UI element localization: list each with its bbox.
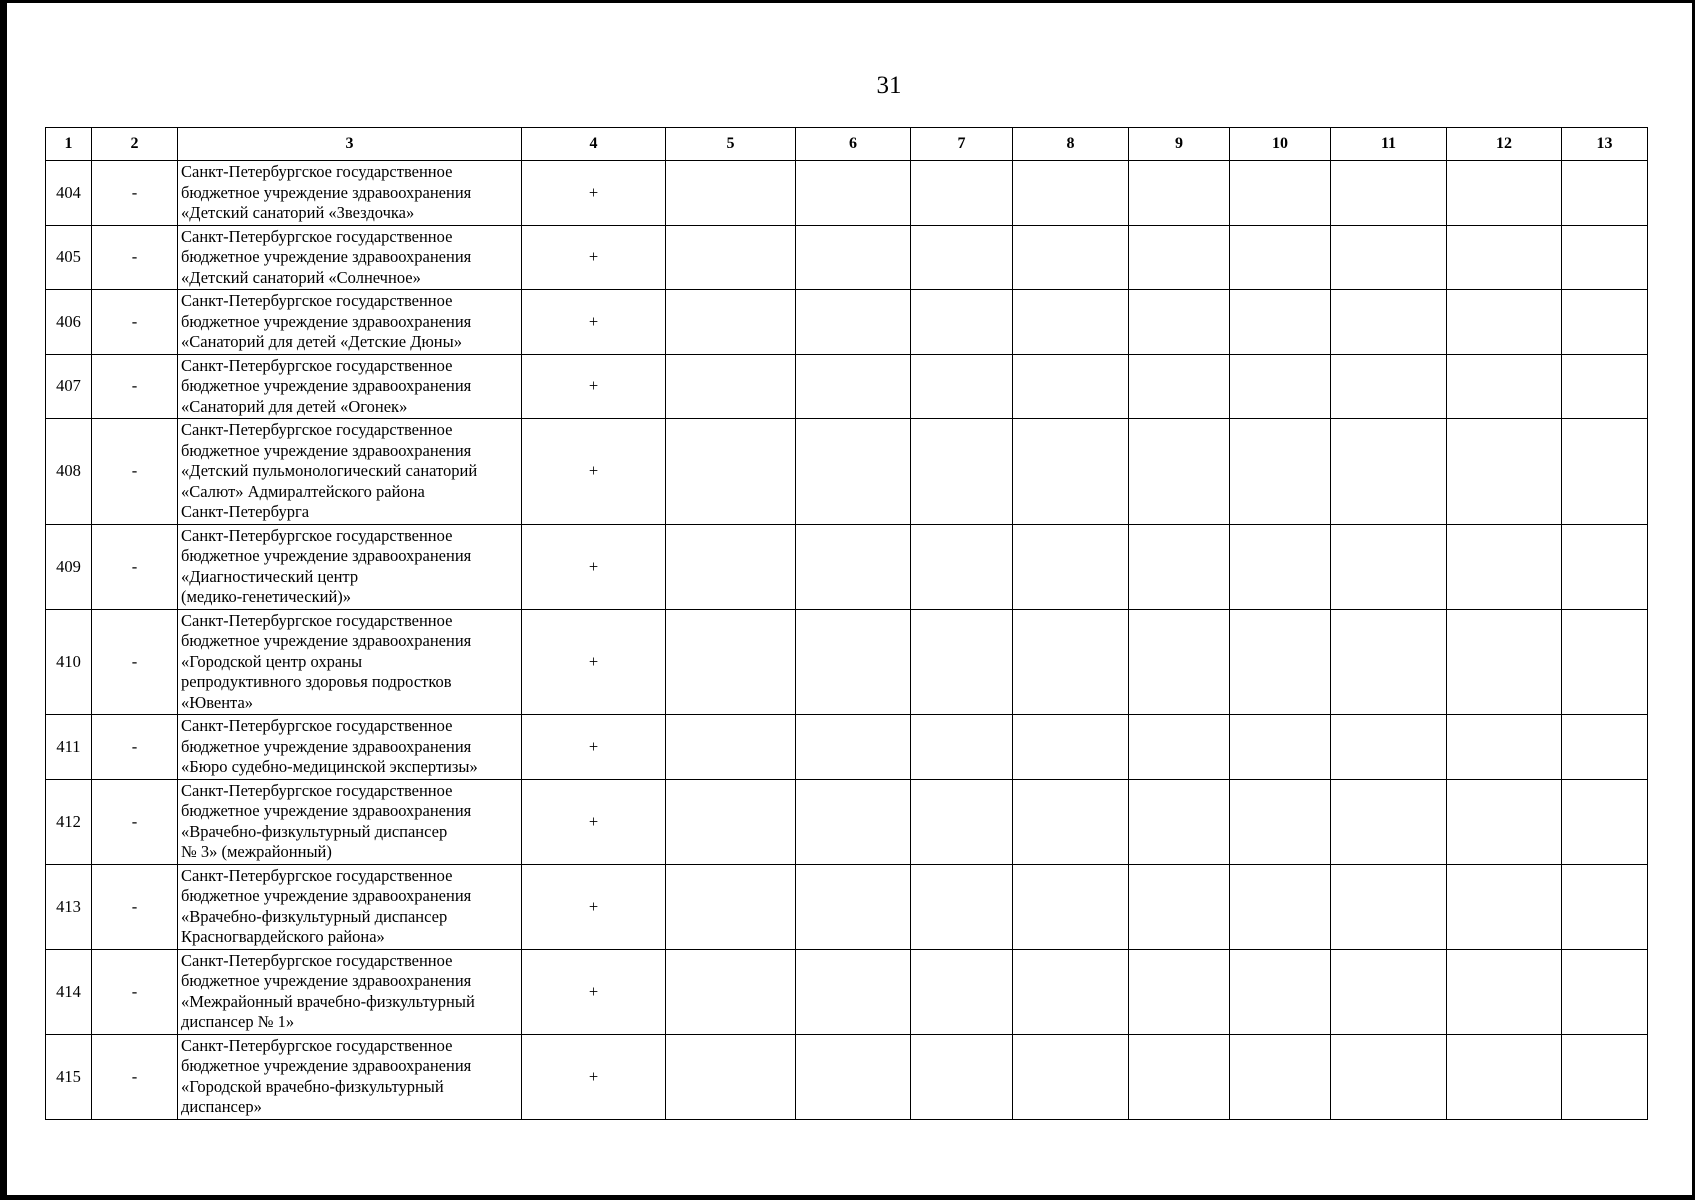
empty-cell-col-8 <box>1013 715 1129 780</box>
institution-name-line: Санкт-Петербургское государственное <box>181 525 453 545</box>
empty-cell-col-7 <box>911 715 1013 780</box>
institution-name-line: бюджетное учреждение здравоохранения <box>181 886 472 905</box>
table-row <box>46 609 1648 715</box>
table-row <box>46 419 1648 525</box>
header-row <box>46 128 1648 161</box>
institution-name-line: «Врачебно-физкультурный диспансер <box>181 906 448 926</box>
empty-cell-col-11 <box>1331 715 1447 780</box>
institution-name-cell <box>178 225 522 290</box>
institution-name-line: бюджетное учреждение здравоохранения <box>181 971 472 990</box>
empty-cell-col-8 <box>1013 161 1129 226</box>
institution-name-line: Санкт-Петербургское государственное <box>181 291 453 310</box>
row-number-cell: 406 <box>46 290 92 355</box>
institution-name-line: «Бюро судебно-медицинской экспертизы» <box>181 757 478 776</box>
empty-cell-col-9 <box>1129 779 1230 864</box>
empty-cell-col-13 <box>1562 161 1648 226</box>
table-row <box>46 864 1648 949</box>
empty-cell-col-5 <box>666 419 796 525</box>
institution-name-line: бюджетное учреждение здравоохранения <box>181 546 472 565</box>
empty-cell-col-7 <box>911 419 1013 525</box>
institution-name-line: Санкт-Петербургское государственное <box>181 355 453 375</box>
row-number-cell: 404 <box>46 161 92 226</box>
column-2-cell: - <box>92 779 178 864</box>
empty-cell-col-12 <box>1447 609 1562 715</box>
empty-cell-col-12 <box>1447 161 1562 226</box>
empty-cell-col-9 <box>1129 419 1230 525</box>
row-number-cell: 415 <box>46 1034 92 1119</box>
column-4-mark-cell: + <box>522 949 666 1034</box>
column-4-mark-cell: + <box>522 225 666 290</box>
empty-cell-col-10 <box>1230 864 1331 949</box>
empty-cell-col-7 <box>911 779 1013 864</box>
column-2-cell: - <box>92 225 178 290</box>
empty-cell-col-13 <box>1562 1034 1648 1119</box>
institution-name-line: диспансер» <box>181 1097 262 1116</box>
empty-cell-col-7 <box>911 524 1013 609</box>
empty-cell-col-10 <box>1230 609 1331 715</box>
institution-name-cell <box>178 524 522 609</box>
empty-cell-col-7 <box>911 161 1013 226</box>
empty-cell-col-5 <box>666 354 796 419</box>
empty-cell-col-5 <box>666 524 796 609</box>
empty-cell-col-11 <box>1331 225 1447 290</box>
institution-name-cell <box>178 715 522 780</box>
column-4-mark-cell: + <box>522 161 666 226</box>
row-number-cell: 405 <box>46 225 92 290</box>
empty-cell-col-8 <box>1013 290 1129 355</box>
table-row <box>46 1034 1648 1119</box>
institution-name-line: бюджетное учреждение здравоохранения <box>181 376 472 395</box>
institution-name-line: бюджетное учреждение здравоохранения <box>181 631 472 650</box>
institution-name-line: «Санаторий для детей «Огонек» <box>181 396 408 416</box>
column-2-cell: - <box>92 419 178 525</box>
column-2-cell: - <box>92 949 178 1034</box>
empty-cell-col-12 <box>1447 354 1562 419</box>
empty-cell-col-11 <box>1331 354 1447 419</box>
empty-cell-col-9 <box>1129 161 1230 226</box>
table-row <box>46 225 1648 290</box>
page-number: 31 <box>876 72 902 99</box>
column-header: 10 <box>1230 128 1331 161</box>
empty-cell-col-11 <box>1331 1034 1447 1119</box>
empty-cell-col-11 <box>1331 290 1447 355</box>
scan-border-bottom <box>0 1195 1695 1200</box>
institution-name-line: Санкт-Петербургское государственное <box>181 162 453 181</box>
empty-cell-col-11 <box>1331 419 1447 525</box>
institution-name-line: Санкт-Петербургское государственное <box>181 865 453 885</box>
institution-name-line: бюджетное учреждение здравоохранения <box>181 736 472 756</box>
institution-name-line: Санкт-Петербурга <box>181 502 310 521</box>
institution-name-cell <box>178 1034 522 1119</box>
empty-cell-col-9 <box>1129 524 1230 609</box>
empty-cell-col-9 <box>1129 864 1230 949</box>
empty-cell-col-6 <box>796 354 911 419</box>
empty-cell-col-8 <box>1013 609 1129 715</box>
empty-cell-col-9 <box>1129 949 1230 1034</box>
empty-cell-col-5 <box>666 225 796 290</box>
empty-cell-col-12 <box>1447 419 1562 525</box>
column-2-cell: - <box>92 1034 178 1119</box>
empty-cell-col-8 <box>1013 225 1129 290</box>
table-row <box>46 161 1648 226</box>
institution-name-line: «Салют» Адмиралтейского района <box>181 481 425 501</box>
column-header: 9 <box>1129 128 1230 161</box>
institution-name-line: бюджетное учреждение здравоохранения <box>181 440 472 460</box>
empty-cell-col-7 <box>911 354 1013 419</box>
institution-name-line: репродуктивного здоровья подростков <box>181 672 452 691</box>
institution-name-line: (медико-генетический)» <box>181 587 352 606</box>
row-number-cell: 412 <box>46 779 92 864</box>
institution-name-line: бюджетное учреждение здравоохранения <box>181 182 472 202</box>
empty-cell-col-7 <box>911 609 1013 715</box>
empty-cell-col-10 <box>1230 1034 1331 1119</box>
column-header: 7 <box>911 128 1013 161</box>
institution-name-cell <box>178 779 522 864</box>
institution-name-cell <box>178 354 522 419</box>
empty-cell-col-5 <box>666 1034 796 1119</box>
empty-cell-col-6 <box>796 161 911 226</box>
empty-cell-col-13 <box>1562 609 1648 715</box>
institution-name-line: диспансер № 1» <box>181 1012 295 1031</box>
empty-cell-col-13 <box>1562 225 1648 290</box>
institution-name-line: «Диагностический центр <box>181 566 359 586</box>
empty-cell-col-9 <box>1129 609 1230 715</box>
table-row <box>46 715 1648 780</box>
institution-name-line: «Ювента» <box>181 692 254 712</box>
institution-name-line: «Врачебно-физкультурный диспансер <box>181 821 448 841</box>
row-number-cell: 413 <box>46 864 92 949</box>
empty-cell-col-8 <box>1013 949 1129 1034</box>
empty-cell-col-13 <box>1562 354 1648 419</box>
empty-cell-col-9 <box>1129 290 1230 355</box>
registry-table <box>45 127 1648 1120</box>
column-4-mark-cell: + <box>522 419 666 525</box>
institution-name-cell <box>178 161 522 226</box>
institution-name-cell <box>178 864 522 949</box>
empty-cell-col-10 <box>1230 161 1331 226</box>
institution-name-line: «Городской центр охраны <box>181 651 363 671</box>
empty-cell-col-6 <box>796 949 911 1034</box>
empty-cell-col-11 <box>1331 161 1447 226</box>
empty-cell-col-7 <box>911 1034 1013 1119</box>
empty-cell-col-13 <box>1562 524 1648 609</box>
column-header: 8 <box>1013 128 1129 161</box>
column-4-mark-cell: + <box>522 779 666 864</box>
row-number-cell: 409 <box>46 524 92 609</box>
column-4-mark-cell: + <box>522 524 666 609</box>
scan-border-top <box>0 0 1695 3</box>
empty-cell-col-9 <box>1129 715 1230 780</box>
empty-cell-col-7 <box>911 864 1013 949</box>
row-number-cell: 411 <box>46 715 92 780</box>
column-4-mark-cell: + <box>522 609 666 715</box>
column-2-cell: - <box>92 524 178 609</box>
column-header: 11 <box>1331 128 1447 161</box>
institution-name-line: «Межрайонный врачебно-физкультурный <box>181 991 475 1011</box>
column-header: 2 <box>92 128 178 161</box>
empty-cell-col-10 <box>1230 949 1331 1034</box>
empty-cell-col-8 <box>1013 354 1129 419</box>
empty-cell-col-12 <box>1447 524 1562 609</box>
empty-cell-col-13 <box>1562 290 1648 355</box>
column-header: 6 <box>796 128 911 161</box>
row-number-cell: 410 <box>46 609 92 715</box>
empty-cell-col-11 <box>1331 524 1447 609</box>
empty-cell-col-6 <box>796 1034 911 1119</box>
empty-cell-col-10 <box>1230 354 1331 419</box>
empty-cell-col-12 <box>1447 779 1562 864</box>
column-header: 5 <box>666 128 796 161</box>
institution-name-line: Санкт-Петербургское государственное <box>181 610 453 630</box>
institution-name-line: Санкт-Петербургское государственное <box>181 780 453 800</box>
institution-name-line: «Санаторий для детей «Детские Дюны» <box>181 332 462 351</box>
institution-name-line: Красногвардейского района» <box>181 927 385 946</box>
empty-cell-col-11 <box>1331 609 1447 715</box>
empty-cell-col-8 <box>1013 779 1129 864</box>
column-2-cell: - <box>92 715 178 780</box>
institution-name-line: «Детский санаторий «Звездочка» <box>181 203 415 222</box>
column-4-mark-cell: + <box>522 354 666 419</box>
row-number-cell: 407 <box>46 354 92 419</box>
column-4-mark-cell: + <box>522 290 666 355</box>
table-row <box>46 524 1648 609</box>
empty-cell-col-8 <box>1013 524 1129 609</box>
empty-cell-col-5 <box>666 290 796 355</box>
empty-cell-col-7 <box>911 290 1013 355</box>
empty-cell-col-12 <box>1447 1034 1562 1119</box>
table-row <box>46 290 1648 355</box>
empty-cell-col-10 <box>1230 225 1331 290</box>
column-4-mark-cell: + <box>522 1034 666 1119</box>
column-header: 12 <box>1447 128 1562 161</box>
empty-cell-col-10 <box>1230 419 1331 525</box>
empty-cell-col-13 <box>1562 715 1648 780</box>
empty-cell-col-12 <box>1447 949 1562 1034</box>
empty-cell-col-6 <box>796 225 911 290</box>
column-header: 3 <box>178 128 522 161</box>
column-2-cell: - <box>92 864 178 949</box>
empty-cell-col-6 <box>796 524 911 609</box>
table-row <box>46 949 1648 1034</box>
column-4-mark-cell: + <box>522 715 666 780</box>
empty-cell-col-8 <box>1013 864 1129 949</box>
empty-cell-col-5 <box>666 715 796 780</box>
institution-name-line: бюджетное учреждение здравоохранения <box>181 801 472 820</box>
table-row <box>46 354 1648 419</box>
empty-cell-col-6 <box>796 609 911 715</box>
empty-cell-col-6 <box>796 715 911 780</box>
empty-cell-col-11 <box>1331 864 1447 949</box>
empty-cell-col-6 <box>796 419 911 525</box>
column-4-mark-cell: + <box>522 864 666 949</box>
empty-cell-col-10 <box>1230 715 1331 780</box>
institution-name-line: бюджетное учреждение здравоохранения <box>181 311 472 331</box>
institution-name-line: Санкт-Петербургское государственное <box>181 226 453 246</box>
institution-name-line: № 3» (межрайонный) <box>181 842 332 861</box>
empty-cell-col-12 <box>1447 225 1562 290</box>
row-number-cell: 414 <box>46 949 92 1034</box>
empty-cell-col-10 <box>1230 290 1331 355</box>
empty-cell-col-5 <box>666 779 796 864</box>
empty-cell-col-12 <box>1447 864 1562 949</box>
institution-name-cell <box>178 609 522 715</box>
empty-cell-col-13 <box>1562 864 1648 949</box>
institution-name-line: Санкт-Петербургское государственное <box>181 1035 453 1055</box>
empty-cell-col-7 <box>911 225 1013 290</box>
column-2-cell: - <box>92 609 178 715</box>
empty-cell-col-13 <box>1562 419 1648 525</box>
empty-cell-col-12 <box>1447 715 1562 780</box>
column-header: 13 <box>1562 128 1648 161</box>
institution-name-line: «Городской врачебно-физкультурный <box>181 1076 444 1096</box>
empty-cell-col-9 <box>1129 354 1230 419</box>
empty-cell-col-6 <box>796 864 911 949</box>
institution-name-line: Санкт-Петербургское государственное <box>181 716 453 735</box>
empty-cell-col-7 <box>911 949 1013 1034</box>
empty-cell-col-5 <box>666 161 796 226</box>
empty-cell-col-11 <box>1331 949 1447 1034</box>
empty-cell-col-8 <box>1013 1034 1129 1119</box>
empty-cell-col-6 <box>796 290 911 355</box>
institution-name-line: Санкт-Петербургское государственное <box>181 950 453 970</box>
institution-name-cell <box>178 419 522 525</box>
empty-cell-col-5 <box>666 949 796 1034</box>
scan-border-left <box>0 0 7 1200</box>
column-header: 1 <box>46 128 92 161</box>
institution-name-line: «Детский санаторий «Солнечное» <box>181 267 421 287</box>
empty-cell-col-8 <box>1013 419 1129 525</box>
table-row <box>46 779 1648 864</box>
table-body <box>46 161 1648 1120</box>
empty-cell-col-9 <box>1129 1034 1230 1119</box>
empty-cell-col-10 <box>1230 779 1331 864</box>
empty-cell-col-5 <box>666 609 796 715</box>
institution-name-cell <box>178 949 522 1034</box>
empty-cell-col-13 <box>1562 949 1648 1034</box>
column-2-cell: - <box>92 354 178 419</box>
empty-cell-col-13 <box>1562 779 1648 864</box>
empty-cell-col-5 <box>666 864 796 949</box>
column-2-cell: - <box>92 161 178 226</box>
institution-name-line: бюджетное учреждение здравоохранения <box>181 247 472 266</box>
column-2-cell: - <box>92 290 178 355</box>
column-header: 4 <box>522 128 666 161</box>
institution-name-cell <box>178 290 522 355</box>
row-number-cell: 408 <box>46 419 92 525</box>
institution-name-line: бюджетное учреждение здравоохранения <box>181 1056 472 1075</box>
empty-cell-col-9 <box>1129 225 1230 290</box>
empty-cell-col-11 <box>1331 779 1447 864</box>
empty-cell-col-10 <box>1230 524 1331 609</box>
institution-name-line: «Детский пульмонологический санаторий <box>181 461 478 480</box>
empty-cell-col-6 <box>796 779 911 864</box>
empty-cell-col-12 <box>1447 290 1562 355</box>
institution-name-line: Санкт-Петербургское государственное <box>181 420 453 439</box>
